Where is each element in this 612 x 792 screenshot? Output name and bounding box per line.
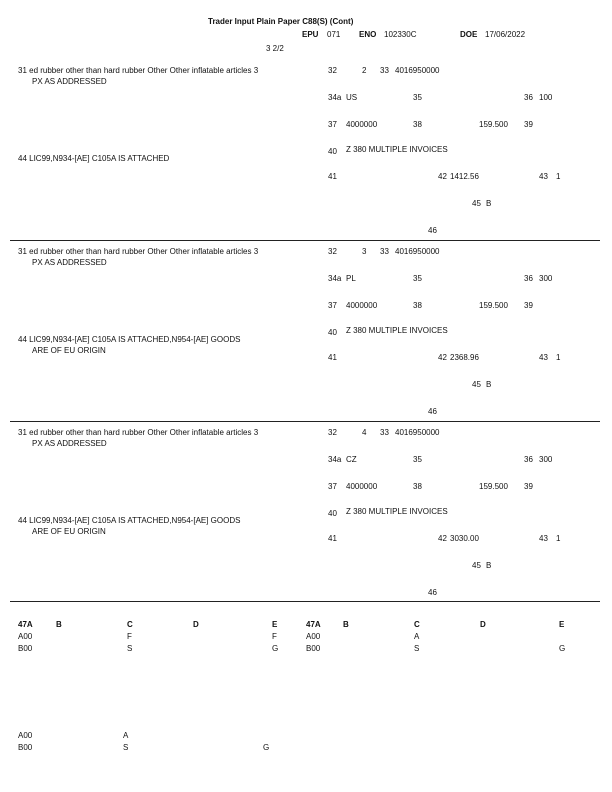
box47-cell: F xyxy=(272,632,277,641)
box40-label: 40 xyxy=(328,147,337,156)
eno-value: 102330C xyxy=(384,30,417,39)
procedure-code: 4000000 xyxy=(346,482,378,491)
box47-cell: A00 xyxy=(306,632,321,641)
box47-cell: S xyxy=(123,743,129,752)
box31-continuation: PX AS ADDRESSED xyxy=(32,439,107,448)
box41-label: 41 xyxy=(328,534,337,543)
box42-label: 42 xyxy=(438,353,447,362)
box47-cell: A00 xyxy=(18,632,33,641)
box44-text: 44 LIC99,N934-[AE] C105A IS ATTACHED xyxy=(18,154,170,163)
item-price: 3030.00 xyxy=(450,534,479,543)
valuation-method: 1 xyxy=(556,353,561,362)
box31-continuation: PX AS ADDRESSED xyxy=(32,77,107,86)
box37-label: 37 xyxy=(328,482,337,491)
box40-label: 40 xyxy=(328,509,337,518)
box44-continuation: ARE OF EU ORIGIN xyxy=(32,346,106,355)
page-number: 3 2/2 xyxy=(266,44,284,53)
box45-label: 45 xyxy=(472,199,481,208)
box47-header: 47A xyxy=(18,620,33,629)
item-divider xyxy=(10,601,600,602)
box35-label: 35 xyxy=(413,274,422,283)
box37-label: 37 xyxy=(328,301,337,310)
epu-label: EPU xyxy=(302,30,319,39)
preference-code: 300 xyxy=(539,455,553,464)
box47-cell: A xyxy=(123,731,129,740)
box36-label: 36 xyxy=(524,274,533,283)
box34a-label: 34a xyxy=(328,455,342,464)
box47-cell: S xyxy=(127,644,133,653)
preference-code: 100 xyxy=(539,93,553,102)
procedure-code: 4000000 xyxy=(346,120,378,129)
box47-header: 47A xyxy=(306,620,321,629)
box47-header: C xyxy=(414,620,420,629)
doe-value: 17/06/2022 xyxy=(485,30,526,39)
box35-label: 35 xyxy=(413,455,422,464)
box31-text: 31 ed rubber other than hard rubber Other Other inflatable articles 3 xyxy=(18,428,259,437)
box47-header: B xyxy=(343,620,349,629)
box43-label: 43 xyxy=(539,534,548,543)
country-of-origin: US xyxy=(346,93,358,102)
box39-label: 39 xyxy=(524,301,533,310)
item-number: 4 xyxy=(362,428,367,437)
epu-value: 071 xyxy=(327,30,341,39)
box34a-label: 34a xyxy=(328,93,342,102)
form-title: Trader Input Plain Paper C88(S) (Cont) xyxy=(208,17,354,26)
box44-text: 44 LIC99,N934-[AE] C105A IS ATTACHED,N954-[AE] GOODS xyxy=(18,516,241,525)
item-divider xyxy=(10,240,600,241)
doe-label: DOE xyxy=(460,30,478,39)
box47-cell: S xyxy=(414,644,420,653)
box45-label: 45 xyxy=(472,561,481,570)
box47-cell: G xyxy=(272,644,279,653)
box32-label: 32 xyxy=(328,247,337,256)
net-mass: 159.500 xyxy=(479,482,508,491)
commodity-code: 4016950000 xyxy=(395,66,440,75)
previous-document: Z 380 MULTIPLE INVOICES xyxy=(346,507,448,516)
item-number: 3 xyxy=(362,247,367,256)
box33-label: 33 xyxy=(380,66,389,75)
box44-text: 44 LIC99,N934-[AE] C105A IS ATTACHED,N954-[AE] GOODS xyxy=(18,335,241,344)
box31-text: 31 ed rubber other than hard rubber Other Other inflatable articles 3 xyxy=(18,247,259,256)
box47-header: E xyxy=(559,620,565,629)
box32-label: 32 xyxy=(328,66,337,75)
box47-cell: F xyxy=(127,632,132,641)
valuation-method: 1 xyxy=(556,534,561,543)
box41-label: 41 xyxy=(328,172,337,181)
adjustment-code: B xyxy=(486,199,492,208)
valuation-method: 1 xyxy=(556,172,561,181)
box31-continuation: PX AS ADDRESSED xyxy=(32,258,107,267)
previous-document: Z 380 MULTIPLE INVOICES xyxy=(346,326,448,335)
eno-label: ENO xyxy=(359,30,377,39)
country-of-origin: PL xyxy=(346,274,356,283)
box36-label: 36 xyxy=(524,93,533,102)
box47-cell: A xyxy=(414,632,420,641)
box42-label: 42 xyxy=(438,534,447,543)
procedure-code: 4000000 xyxy=(346,301,378,310)
box40-label: 40 xyxy=(328,328,337,337)
box43-label: 43 xyxy=(539,172,548,181)
adjustment-code: B xyxy=(486,380,492,389)
net-mass: 159.500 xyxy=(479,120,508,129)
box35-label: 35 xyxy=(413,93,422,102)
box47-header: D xyxy=(193,620,199,629)
box47-header: E xyxy=(272,620,278,629)
box39-label: 39 xyxy=(524,482,533,491)
box47-header: C xyxy=(127,620,133,629)
box47-cell: A00 xyxy=(18,731,33,740)
item-price: 1412.56 xyxy=(450,172,479,181)
box33-label: 33 xyxy=(380,428,389,437)
box47-cell: B00 xyxy=(306,644,321,653)
item-divider xyxy=(10,421,600,422)
box33-label: 33 xyxy=(380,247,389,256)
box47-cell: B00 xyxy=(18,644,33,653)
box34a-label: 34a xyxy=(328,274,342,283)
box36-label: 36 xyxy=(524,455,533,464)
box46-label: 46 xyxy=(428,407,437,416)
box39-label: 39 xyxy=(524,120,533,129)
box44-continuation: ARE OF EU ORIGIN xyxy=(32,527,106,536)
box38-label: 38 xyxy=(413,301,422,310)
box38-label: 38 xyxy=(413,482,422,491)
box41-label: 41 xyxy=(328,353,337,362)
previous-document: Z 380 MULTIPLE INVOICES xyxy=(346,145,448,154)
box46-label: 46 xyxy=(428,226,437,235)
box47-cell: G xyxy=(263,743,270,752)
box42-label: 42 xyxy=(438,172,447,181)
commodity-code: 4016950000 xyxy=(395,428,440,437)
box38-label: 38 xyxy=(413,120,422,129)
item-price: 2368.96 xyxy=(450,353,479,362)
item-number: 2 xyxy=(362,66,367,75)
box43-label: 43 xyxy=(539,353,548,362)
box47-header: D xyxy=(480,620,486,629)
country-of-origin: CZ xyxy=(346,455,357,464)
net-mass: 159.500 xyxy=(479,301,508,310)
box47-header: B xyxy=(56,620,62,629)
adjustment-code: B xyxy=(486,561,492,570)
commodity-code: 4016950000 xyxy=(395,247,440,256)
box47-cell: B00 xyxy=(18,743,33,752)
box32-label: 32 xyxy=(328,428,337,437)
box37-label: 37 xyxy=(328,120,337,129)
box47-cell: G xyxy=(559,644,566,653)
box46-label: 46 xyxy=(428,588,437,597)
box31-text: 31 ed rubber other than hard rubber Other Other inflatable articles 3 xyxy=(18,66,259,75)
box45-label: 45 xyxy=(472,380,481,389)
preference-code: 300 xyxy=(539,274,553,283)
